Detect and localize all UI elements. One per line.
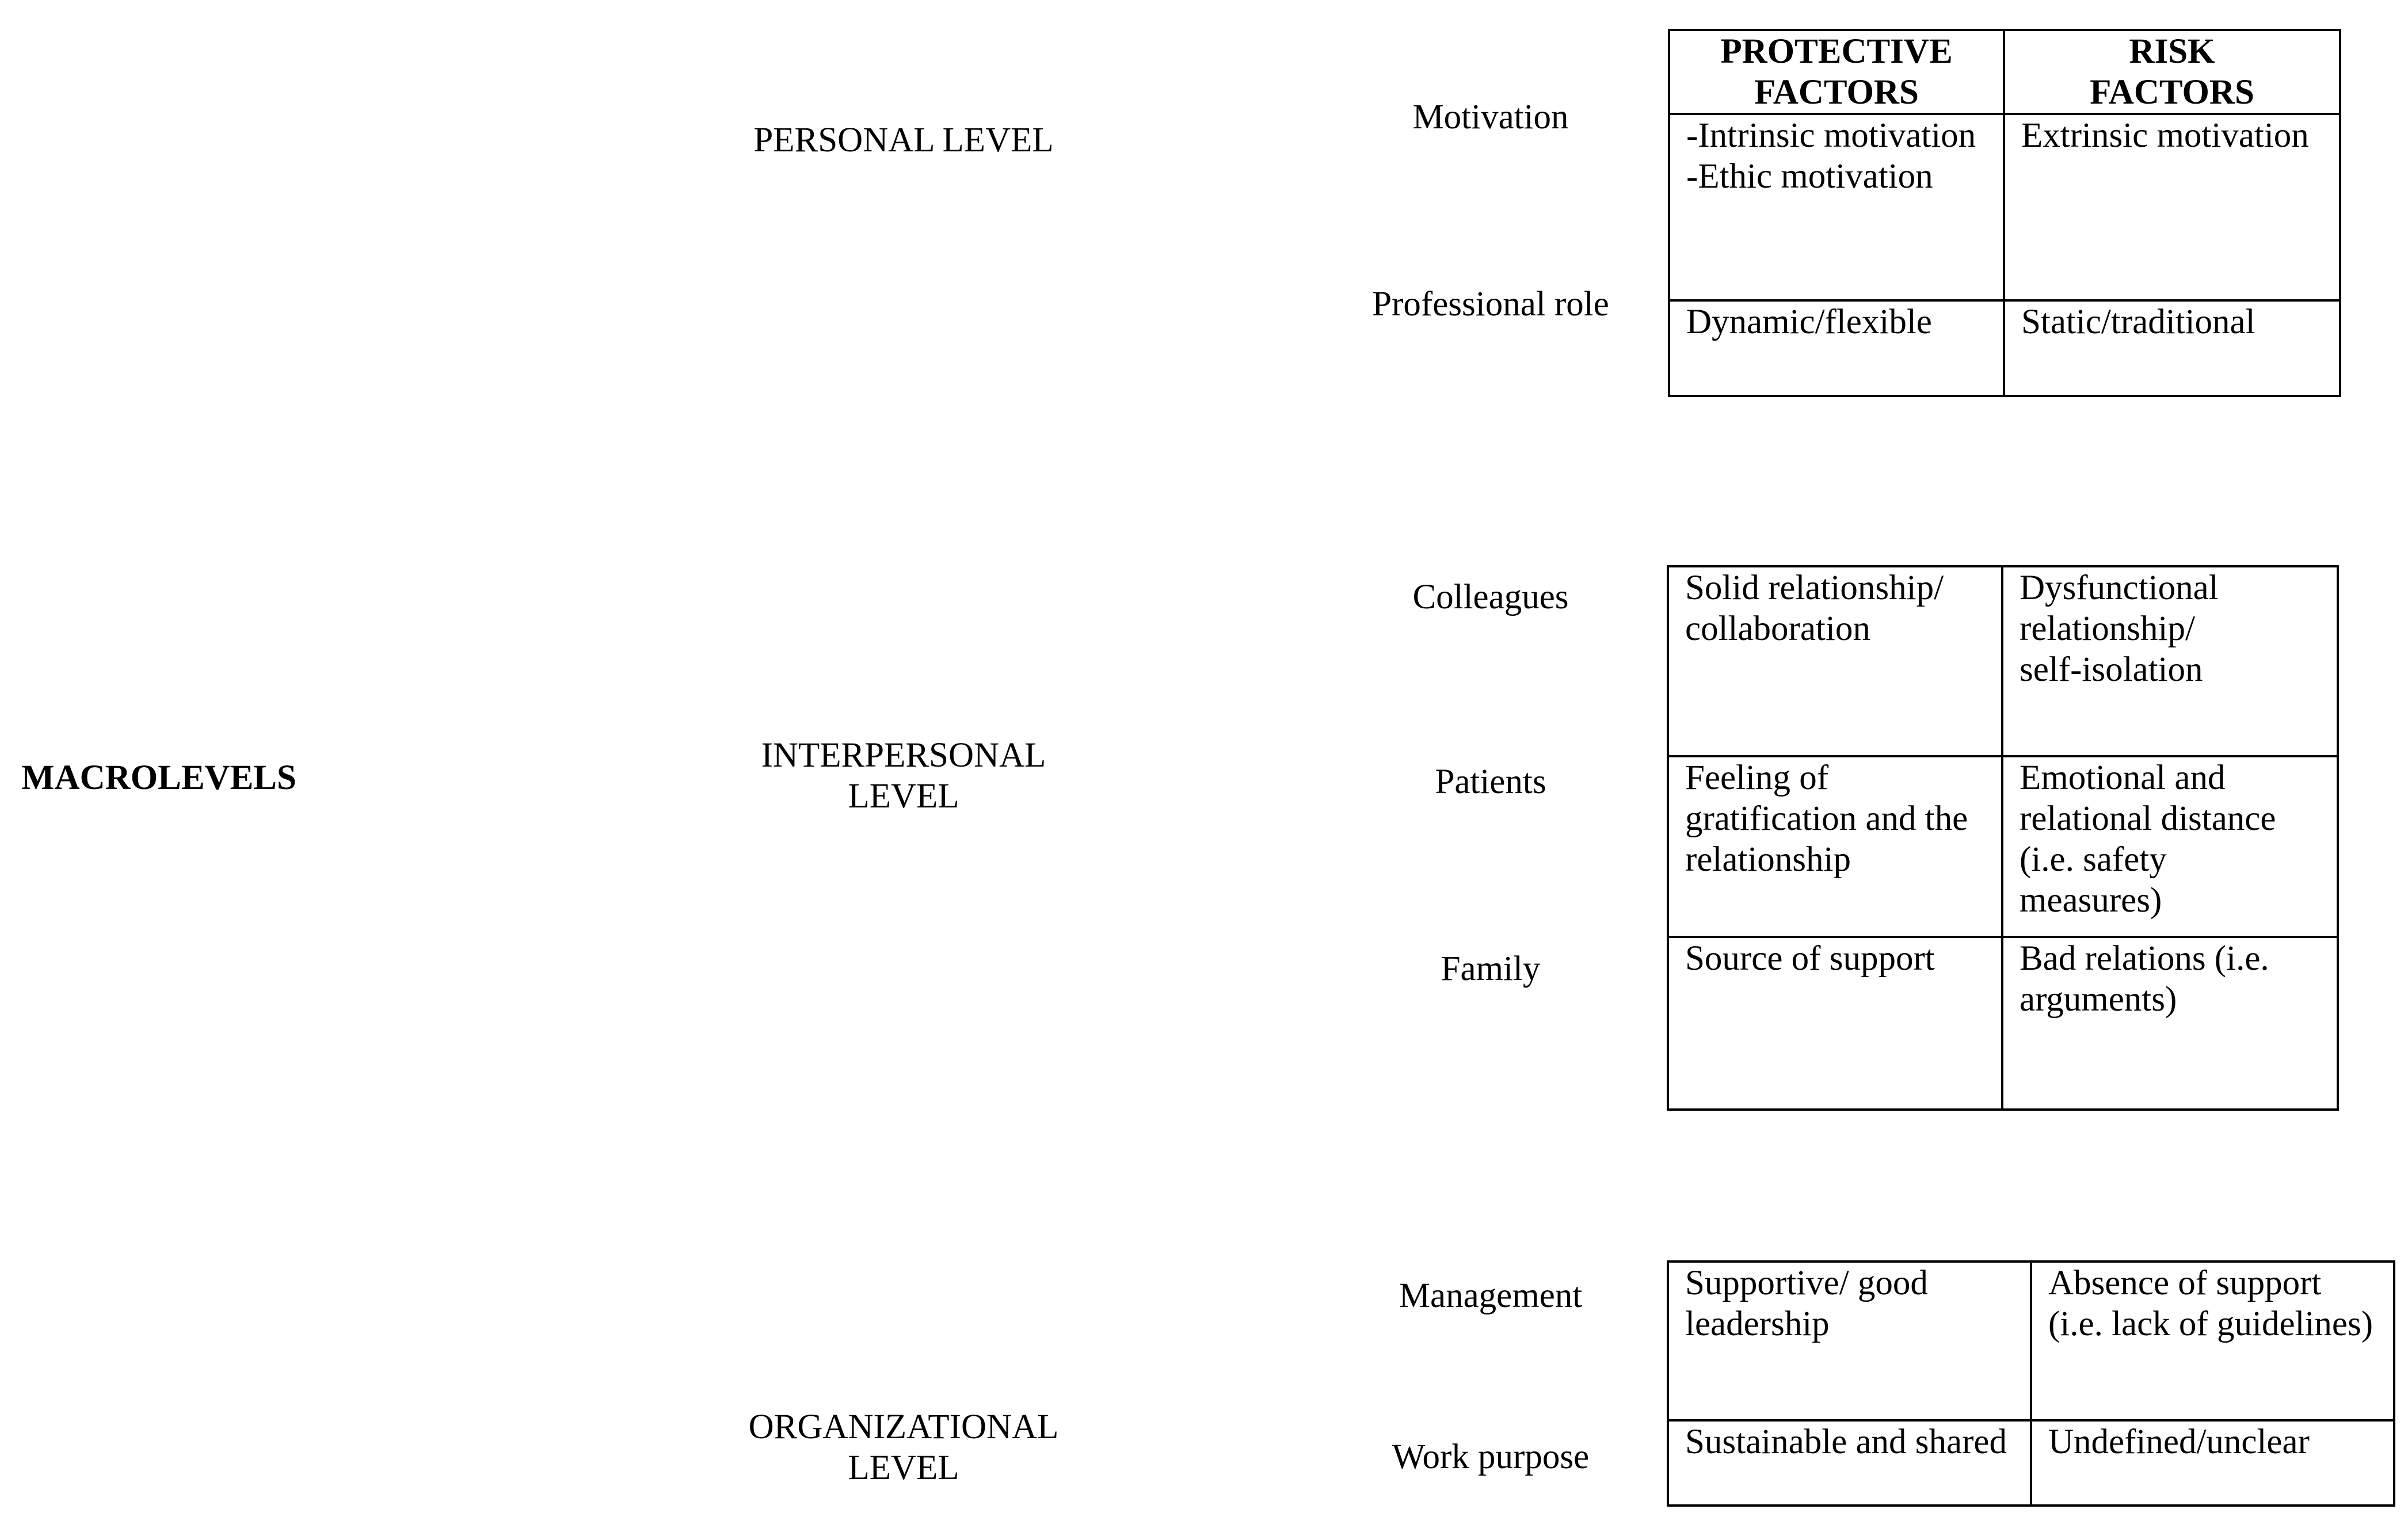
cell-line: relationship/: [2020, 609, 2195, 648]
cell-line: Undefined/unclear: [2048, 1423, 2310, 1461]
interpersonal-level-label: [673, 735, 1134, 817]
cell-line: measures): [2020, 881, 2162, 920]
cell-family-protective: [1668, 937, 2002, 1110]
cell-line: Static/traditional: [2021, 303, 2255, 341]
cell-line: Feeling of: [1685, 759, 1829, 797]
macrolevels-label: MACROLEVELS: [21, 759, 296, 797]
cell-work-purpose-risk: [2031, 1420, 2394, 1506]
cell-professional-role-risk: [2004, 300, 2340, 396]
protective-factors-header: [1669, 30, 2004, 114]
cell-line: Bad relations (i.e.: [2020, 939, 2269, 978]
header-row: [1669, 30, 2340, 114]
cell-motivation-risk: [2004, 114, 2340, 300]
interpersonal-level-line2: LEVEL: [848, 777, 959, 815]
cell-line: leadership: [1685, 1305, 1830, 1343]
interpersonal-level-line1: INTERPERSONAL: [761, 736, 1046, 775]
personal-level-text: PERSONAL LEVEL: [753, 121, 1054, 159]
cell-line: Extrinsic motivation: [2021, 116, 2309, 155]
cell-management-protective: [1668, 1262, 2031, 1420]
cell-patients-risk: [2002, 756, 2338, 937]
table-row-professional-role: [1669, 300, 2340, 396]
cell-colleagues-risk: [2002, 566, 2338, 756]
risk-factors-header: [2004, 30, 2340, 114]
cell-line: relationship: [1685, 840, 1851, 879]
factor-label-professional-role: Professional role: [1372, 285, 1609, 323]
cell-line: Absence of support: [2048, 1264, 2322, 1302]
table-row-work-purpose: [1668, 1420, 2394, 1506]
cell-line: self-isolation: [2020, 650, 2203, 689]
organizational-level-line1: ORGANIZATIONAL: [748, 1408, 1059, 1446]
cell-management-risk: [2031, 1262, 2394, 1420]
table-row-motivation: [1669, 114, 2340, 300]
interpersonal-factors-table: [1667, 565, 2339, 1111]
organizational-level-line2: LEVEL: [848, 1449, 959, 1487]
cell-line: Solid relationship/: [1685, 569, 1944, 607]
risk-header-line2: FACTORS: [2090, 73, 2254, 112]
cell-line: -Ethic motivation: [1686, 157, 1933, 196]
organizational-level-label: [673, 1407, 1134, 1488]
factor-label-motivation: Motivation: [1412, 98, 1569, 136]
cell-line: Sustainable and shared: [1685, 1423, 2007, 1461]
cell-line: Supportive/ good: [1685, 1264, 1928, 1302]
cell-professional-role-protective: [1669, 300, 2004, 396]
risk-header-line1: RISK: [2129, 32, 2215, 71]
cell-line: gratification and the: [1685, 799, 1968, 838]
factor-label-patients: Patients: [1435, 763, 1546, 801]
cell-patients-protective: [1668, 756, 2002, 937]
personal-level-label: [673, 120, 1134, 161]
factor-label-management: Management: [1399, 1276, 1583, 1315]
cell-line: (i.e. safety: [2020, 840, 2167, 879]
protective-header-line2: FACTORS: [1754, 73, 1919, 112]
cell-family-risk: [2002, 937, 2338, 1110]
cell-line: relational distance: [2020, 799, 2276, 838]
factor-label-work-purpose: Work purpose: [1392, 1438, 1590, 1476]
table-row-colleagues: [1668, 566, 2338, 756]
cell-line: arguments): [2020, 980, 2177, 1019]
cell-motivation-protective: [1669, 114, 2004, 300]
factor-label-family: Family: [1441, 950, 1541, 988]
table-row-patients: [1668, 756, 2338, 937]
cell-work-purpose-protective: [1668, 1420, 2031, 1506]
protective-header-line1: PROTECTIVE: [1720, 32, 1953, 71]
cell-line: Emotional and: [2020, 759, 2226, 797]
cell-line: Source of support: [1685, 939, 1935, 978]
cell-line: (i.e. lack of guidelines): [2048, 1305, 2373, 1343]
organizational-factors-table: [1667, 1260, 2395, 1507]
cell-line: collaboration: [1685, 609, 1870, 648]
cell-line: Dynamic/flexible: [1686, 303, 1932, 341]
personal-factors-table: [1668, 29, 2341, 397]
cell-line: Dysfunctional: [2020, 569, 2219, 607]
table-row-management: [1668, 1262, 2394, 1420]
cell-line: -Intrinsic motivation: [1686, 116, 1976, 155]
factor-label-colleagues: Colleagues: [1412, 578, 1569, 616]
cell-colleagues-protective: [1668, 566, 2002, 756]
table-row-family: [1668, 937, 2338, 1110]
